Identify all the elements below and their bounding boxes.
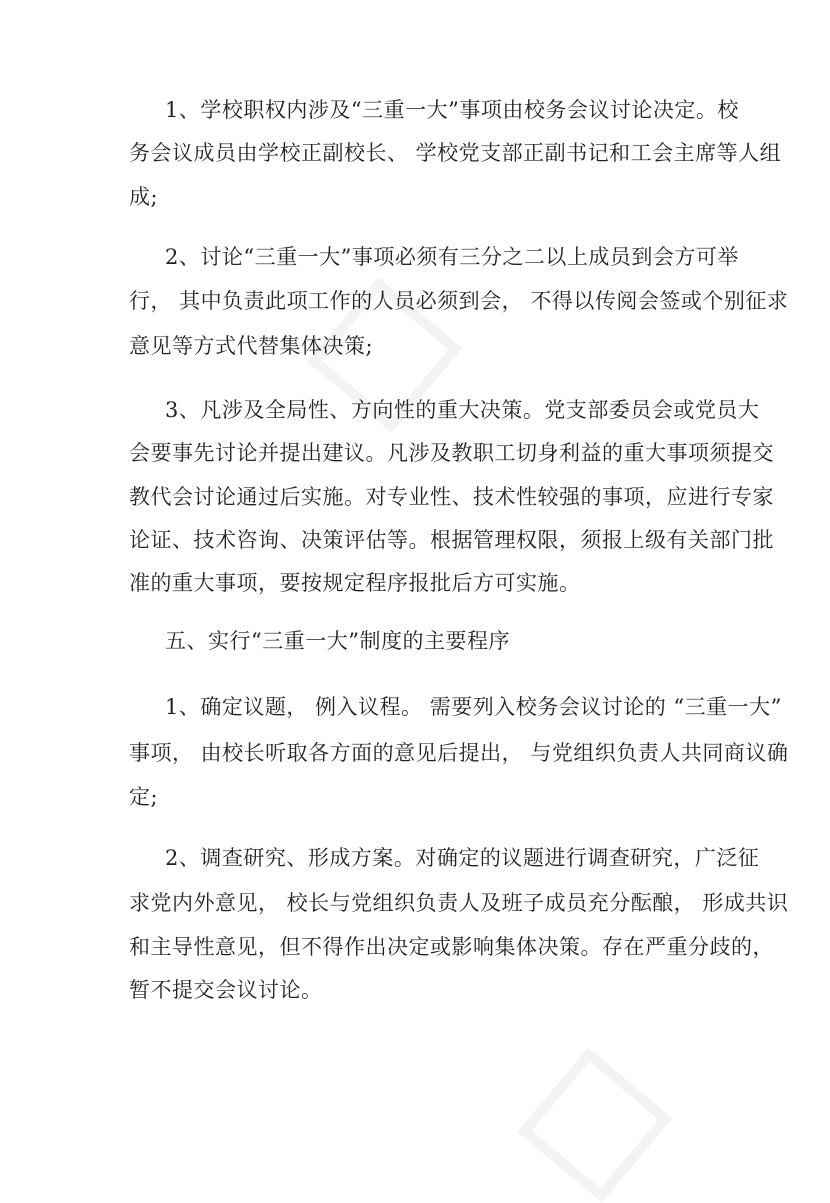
text-line: 1、学校职权内涉及“三重一大”事项由校务会议讨论决定。校 xyxy=(165,98,739,122)
text-line: 2、调查研究、形成方案。对确定的议题进行调查研究，广泛征 xyxy=(165,846,760,870)
text-line: 暂不提交会议讨论。 xyxy=(129,978,323,1002)
text-line: 1、确定议题， 例入议程。 需要列入校务会议讨论的 “三重一大” xyxy=(165,695,782,719)
text-line: 准的重大事项，要按规定程序报批后方可实施。 xyxy=(129,571,581,595)
text-line: 会要事先讨论并提出建议。凡涉及教职工切身利益的重大事项须提交 xyxy=(129,441,774,465)
watermark-shape xyxy=(518,1048,673,1203)
text-line: 求党内外意见， 校长与党组织负责人及班子成员充分酝酿， 形成共识 xyxy=(129,891,789,915)
text-line: 论证、技术咨询、决策评估等。根据管理权限，须报上级有关部门批 xyxy=(129,528,774,552)
text-line: 3、凡涉及全局性、方向性的重大决策。党支部委员会或党员大 xyxy=(165,398,760,422)
text-line: 事项， 由校长听取各方面的意见后提出， 与党组织负责人共同商议确 xyxy=(129,741,789,765)
text-line: 教代会讨论通过后实施。对专业性、技术性较强的事项，应进行专家 xyxy=(129,485,774,509)
text-line: 成; xyxy=(129,185,159,209)
text-line: 2、讨论“三重一大”事项必须有三分之二以上成员到会方可举 xyxy=(165,245,739,269)
text-line: 定; xyxy=(129,785,159,809)
text-line: 意见等方式代替集体决策; xyxy=(129,334,374,358)
text-line: 务会议成员由学校正副校长、 学校党支部正副书记和工会主席等人组 xyxy=(129,141,782,165)
text-line: 和主导性意见，但不得作出决定或影响集体决策。存在严重分歧的， xyxy=(129,935,774,959)
section-heading-text: 五、实行“三重一大”制度的主要程序 xyxy=(165,629,510,653)
text-line: 行， 其中负责此项工作的人员必须到会， 不得以传阅会签或个别征求 xyxy=(129,289,789,313)
